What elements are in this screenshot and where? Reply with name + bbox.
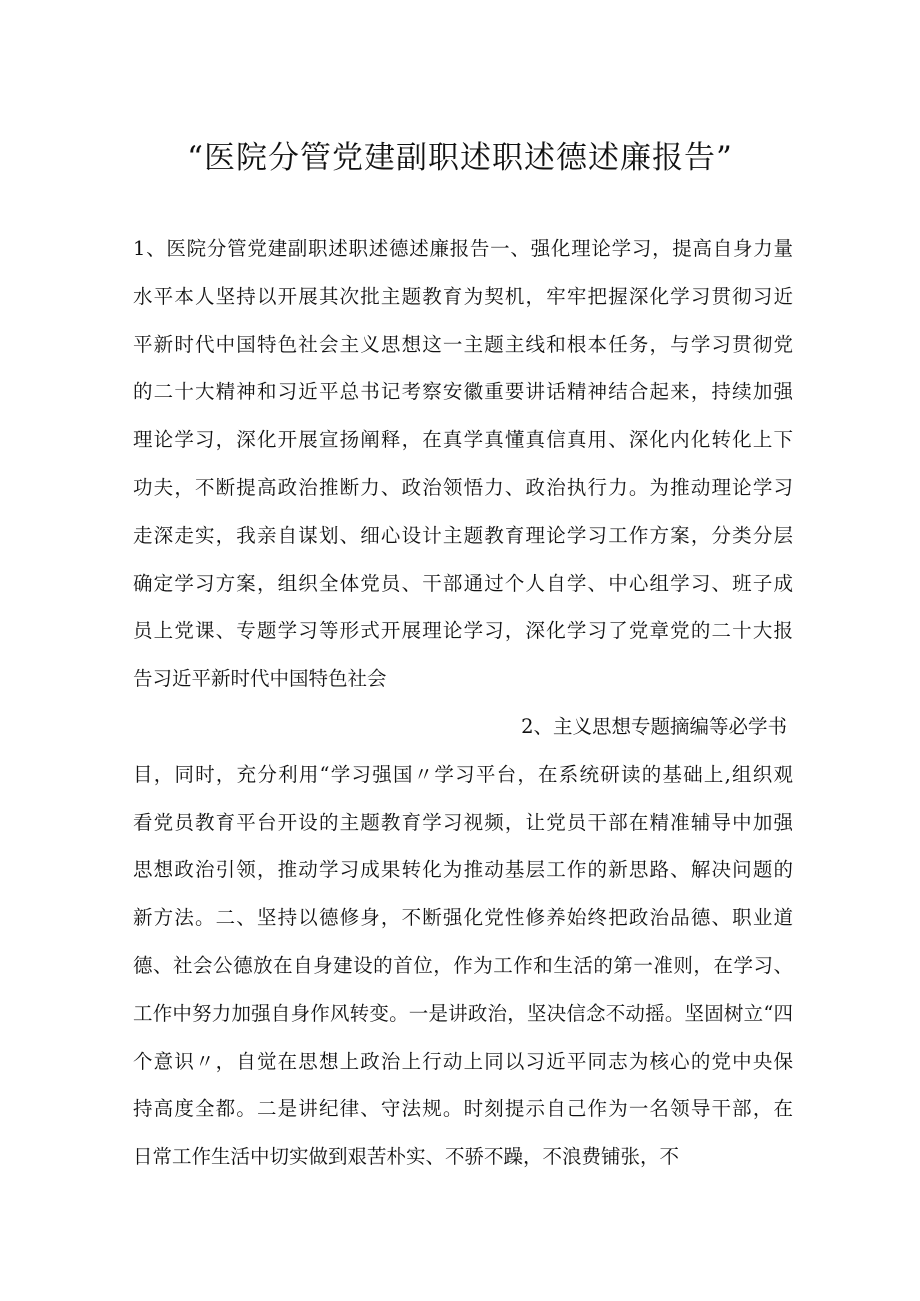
text-line: 思想政治引领，推动学习成果转化为推动基层工作的新思路、解决问题的 (133, 858, 793, 882)
text-line: 确定学习方案，组织全体党员、干部通过个人自学、中心组学习、班子成 (133, 571, 793, 595)
text-line: 个意识〃，自觉在思想上政治上行动上同以习近平同志为核心的党中央保 (133, 1049, 793, 1073)
text-line: 目，同时，充分利用“学习强国〃学习平台，在系统研读的基础上,组织观 (133, 762, 793, 786)
text-line: 走深走实，我亲自谋划、细心设计主题教育理论学习工作方案，分类分层 (133, 523, 793, 547)
text-line: 功夫，不断提高政治推断力、政治领悟力、政治执行力。为推动理论学习 (133, 475, 793, 499)
text-line: 看党员教育平台开设的主题教育学习视频，让党员干部在精准辅导中加强 (133, 810, 793, 834)
text-line: 德、社会公德放在自身建设的首位，作为工作和生活的第一准则，在学习、 (133, 953, 793, 977)
text-line: 员上党课、专题学习等形式开展理论学习，深化学习了党章党的二十大报 (133, 619, 793, 643)
text-line: 的二十大精神和习近平总书记考察安徽重要讲话精神结合起来，持续加强 (133, 380, 793, 404)
text-line: 日常工作生活中切实做到艰苦朴实、不骄不躁，不浪费铺张，不 (133, 1145, 680, 1169)
text-line: 新方法。二、坚持以德修身，不断强化党性修养始终把政治品德、职业道 (133, 906, 793, 930)
section-heading-line: 2、主义思想专题摘编等必学书 (521, 714, 787, 738)
text-line: 告习近平新时代中国特色社会 (133, 667, 387, 691)
document-body (133, 225, 793, 1181)
text-line: 理论学习，深化开展宣扬阐释，在真学真懂真信真用、深化内化转化上下 (133, 428, 793, 452)
document-title: “医院分管党建副职述职述德述廉报告” (187, 140, 733, 176)
text-line: 1、医院分管党建副职述职述德述廉报告一、强化理论学习，提高自身力量 (133, 237, 793, 260)
text-line: 平新时代中国特色社会主义思想这一主题主线和根本任务，与学习贯彻党 (133, 332, 793, 356)
text-line: 工作中努力加强自身作风转变。一是讲政治，坚决信念不动摇。坚固树立“四 (133, 1001, 793, 1025)
text-line: 水平本人坚持以开展其次批主题教育为契机，牢牢把握深化学习贯彻习近 (133, 284, 793, 308)
text-line: 持高度全都。二是讲纪律、守法规。时刻提示自己作为一名领导干部，在 (133, 1097, 793, 1121)
